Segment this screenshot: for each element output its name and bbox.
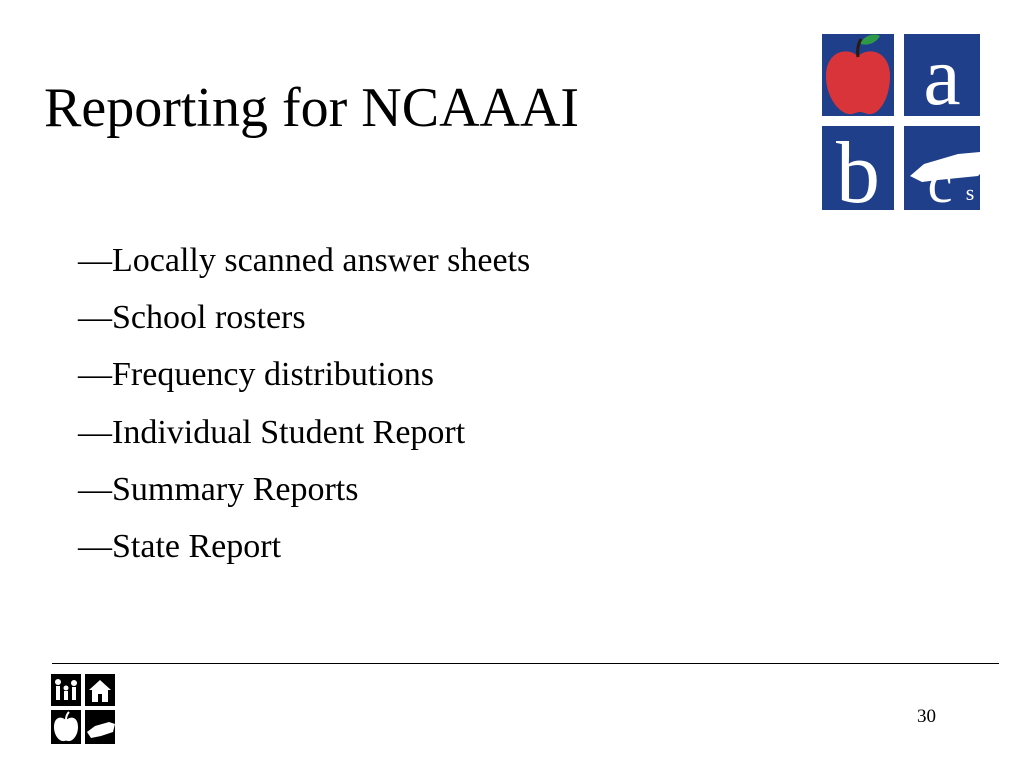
page-number: 30: [917, 706, 936, 727]
footer-divider: [52, 663, 999, 664]
family-school-apple-state-icon: [51, 674, 117, 744]
bullet-item-locally-scanned: —Locally scanned answer sheets: [78, 242, 531, 279]
bullet-item-frequency-distributions: —Frequency distributions: [78, 356, 435, 394]
bullet-item-state-report: —State Report: [78, 528, 282, 566]
logo-letter-c: c: [927, 153, 953, 214]
bullet-item-school-rosters: —School rosters: [78, 299, 306, 337]
logo-letter-b: b: [836, 125, 880, 214]
slide-title: Reporting for NCAAAI: [44, 77, 580, 139]
abcs-logo-icon: [818, 30, 990, 214]
bullet-list: [78, 232, 530, 575]
logo-letter-s: s: [965, 180, 975, 205]
logo-letter-a: a: [923, 30, 961, 123]
bullet-item-individual-student-report: —Individual Student Report: [78, 413, 466, 451]
bullet-item-summary-reports: —Summary Reports: [78, 470, 359, 508]
